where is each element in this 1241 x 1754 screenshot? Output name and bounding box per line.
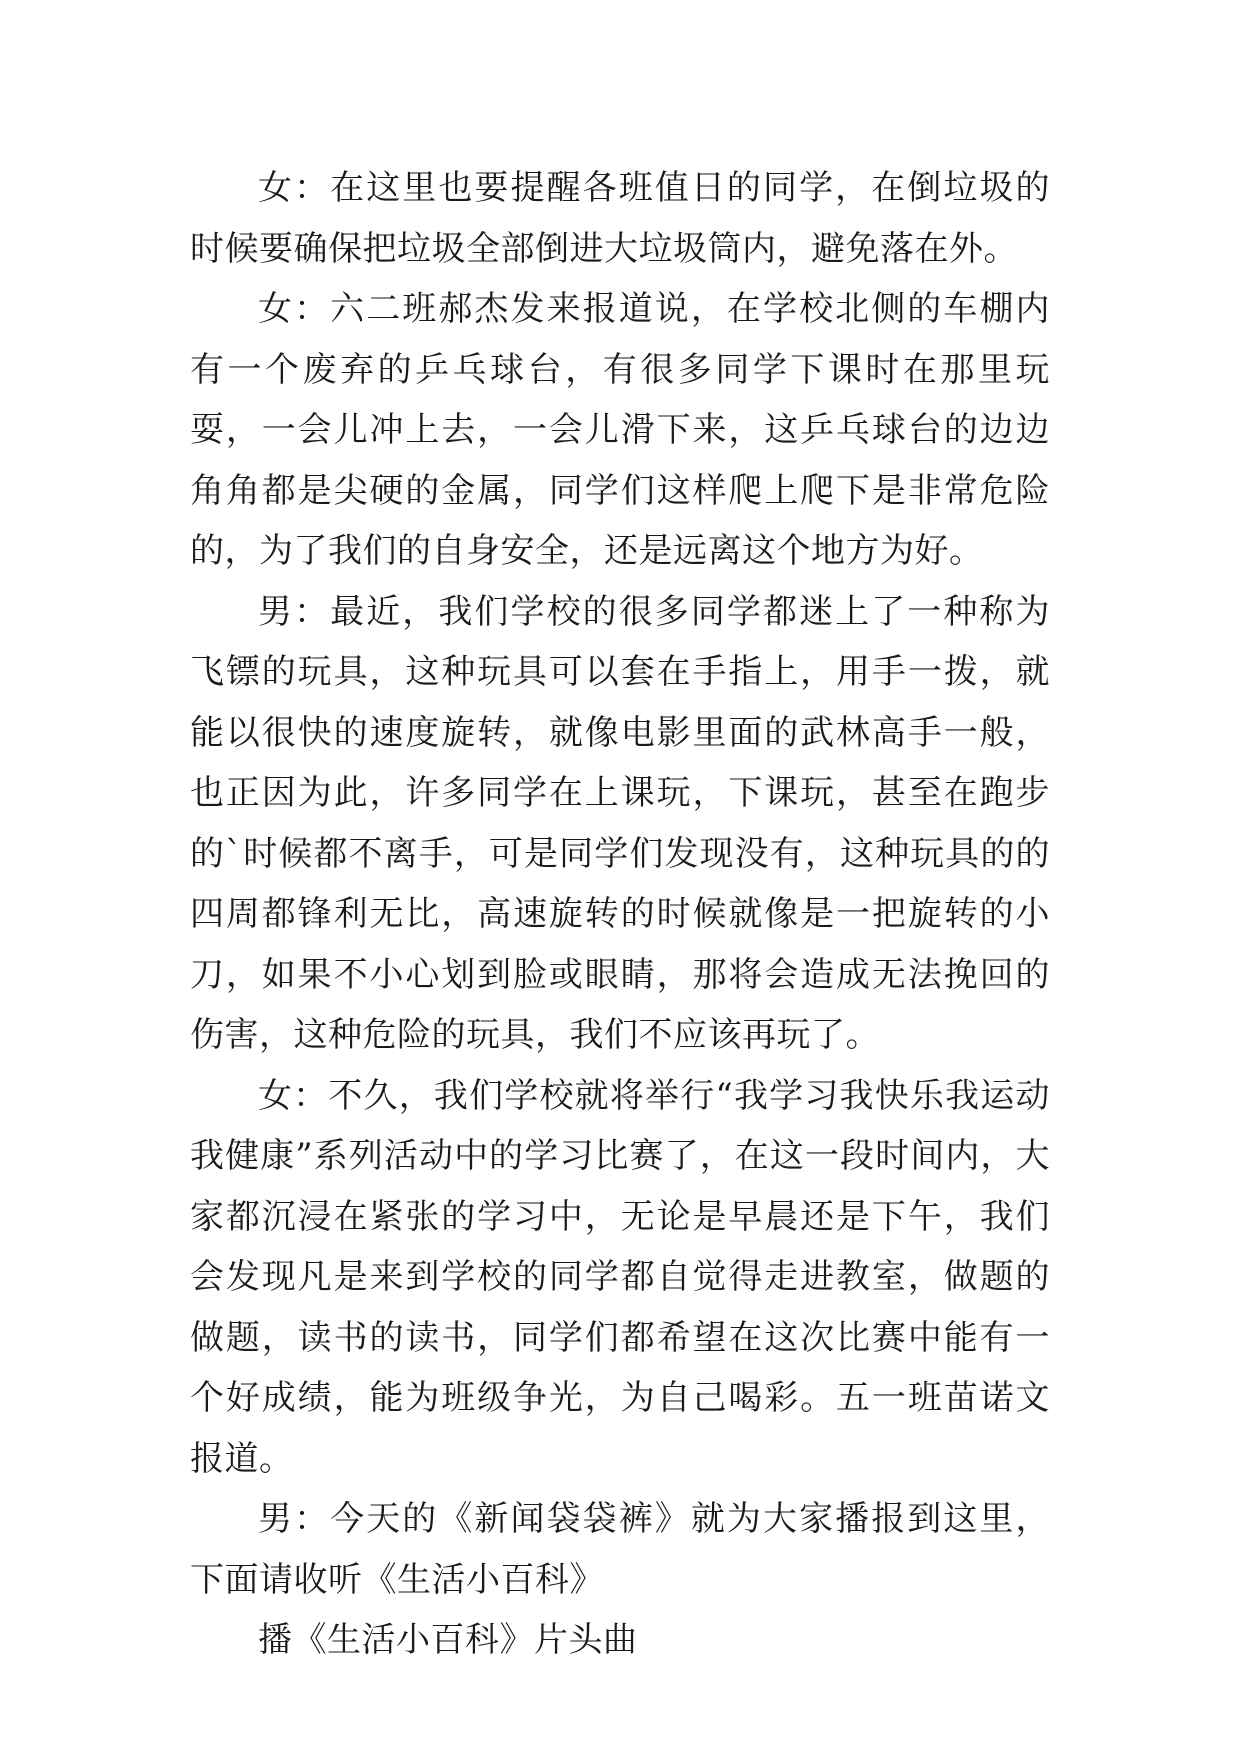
paragraph: 女：不久，我们学校就将举行“我学习我快乐我运动我健康”系列活动中的学习比赛了，在这一段时间内，大家都沉浸在紧张的学习中，无论是早晨还是下午，我们会发现凡是来到学校的同学都自觉得走进教室，做题的做题，读书的读书，同学们都希望在这次比赛中能有一个好成绩，能为班级争光，为自己喝彩。五一班苗诺文报道。 [190,1075,1050,1479]
paragraph: 男：最近，我们学校的很多同学都迷上了一种称为飞镖的玩具，这种玩具可以套在手指上，用手一拨，就能以很快的速度旋转，就像电影里面的武林高手一般，也正因为此，许多同学在上课玩，下课玩，甚至在跑步的`时候都不离手，可是同学们发现没有，这种玩具的的四周都锋利无比，高速旋转的时候就像是一把旋转的小刀，如果不小心划到脸或眼睛，那将会造成无法挽回的伤害，这种危险的玩具，我们不应该再玩了。 [190,591,1050,1055]
paragraph: 女：六二班郝杰发来报道说，在学校北侧的车棚内有一个废弃的乒乓球台，有很多同学下课时在那里玩耍，一会儿冲上去，一会儿滑下来，这乒乓球台的边边角角都是尖硬的金属，同学们这样爬上爬下是非常危险的，为了我们的自身安全，还是远离这个地方为好。 [190,289,1050,571]
paragraph: 播《生活小百科》片头曲 [258,1620,638,1660]
document-body [190,158,1050,1671]
paragraph: 女：在这里也要提醒各班值日的同学，在倒垃圾的时候要确保把垃圾全部倒进大垃圾筒内，避免落在外。 [190,168,1050,269]
paragraph: 男：今天的《新闻袋袋裤》就为大家播报到这里，下面请收听《生活小百科》 [190,1499,1050,1600]
